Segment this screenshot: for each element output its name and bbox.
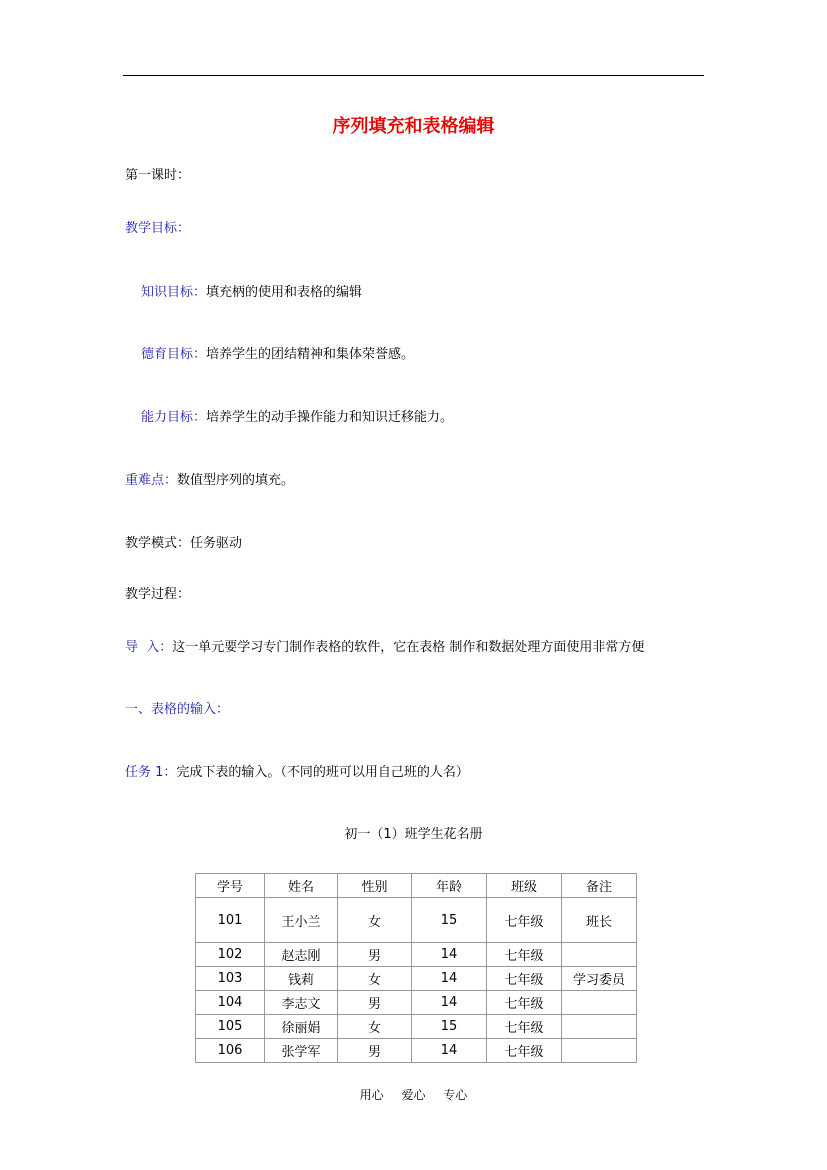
task-text: 完成下表的输入。（不同的班可以用自己班的人名） <box>176 765 469 780</box>
table-cell: 女 <box>338 1015 412 1039</box>
table-caption: 初一（1）班学生花名册 <box>344 827 483 842</box>
goal-label: 知识目标： <box>141 285 207 300</box>
table-cell: 15 <box>412 898 487 943</box>
table-cell: 七年级 <box>487 1015 562 1039</box>
teaching-mode: 教学模式：任务驱动 <box>125 536 243 551</box>
column-header: 学号 <box>196 874 265 898</box>
goal-moral <box>141 343 414 362</box>
goal-ability <box>141 406 453 425</box>
table-cell: 103 <box>196 967 265 991</box>
goal-text: 培养学生的团结精神和集体荣誉感。 <box>206 347 415 362</box>
task-label: 任务 1： <box>125 765 177 780</box>
column-header: 姓名 <box>265 874 338 898</box>
column-header: 年龄 <box>412 874 487 898</box>
table-row <box>196 1039 637 1063</box>
table-cell: 七年级 <box>487 943 562 967</box>
table-cell: 14 <box>412 943 487 967</box>
key-point-text: 数值型序列的填充。 <box>177 473 295 488</box>
table-cell: 赵志刚 <box>265 943 338 967</box>
table-cell: 张学军 <box>265 1039 338 1063</box>
table-cell: 106 <box>196 1039 265 1063</box>
teaching-process: 教学过程： <box>125 587 191 602</box>
goal-label: 能力目标： <box>141 410 207 425</box>
table-cell: 七年级 <box>487 898 562 943</box>
task-1 <box>125 761 469 780</box>
table-cell: 学习委员 <box>562 967 637 991</box>
table-cell: 14 <box>412 967 487 991</box>
column-header: 性别 <box>338 874 412 898</box>
intro-text: 这一单元要学习专门制作表格的软件，它在表格 制作和数据处理方面使用非常方便 <box>172 640 645 655</box>
goal-knowledge <box>141 281 362 300</box>
column-header: 备注 <box>562 874 637 898</box>
table-cell: 班长 <box>562 898 637 943</box>
table-cell: 14 <box>412 1039 487 1063</box>
table-cell <box>562 1015 637 1039</box>
table-cell: 徐丽娟 <box>265 1015 338 1039</box>
table-cell: 女 <box>338 898 412 943</box>
column-header: 班级 <box>487 874 562 898</box>
table-row <box>196 967 637 991</box>
page-title: 序列填充和表格编辑 <box>332 116 495 137</box>
table-cell: 七年级 <box>487 1039 562 1063</box>
goal-text: 培养学生的动手操作能力和知识迁移能力。 <box>206 410 454 425</box>
table-cell: 女 <box>338 967 412 991</box>
table-cell: 男 <box>338 943 412 967</box>
table-cell: 101 <box>196 898 265 943</box>
table-cell: 15 <box>412 1015 487 1039</box>
table-cell: 104 <box>196 991 265 1015</box>
table-cell: 男 <box>338 991 412 1015</box>
table-row <box>196 943 637 967</box>
table-row <box>196 898 637 943</box>
table-header-row <box>196 874 637 898</box>
table-cell: 七年级 <box>487 967 562 991</box>
header-rule <box>123 75 704 76</box>
goals-heading: 教学目标： <box>125 221 191 236</box>
table-cell <box>562 991 637 1015</box>
section-heading: 一、表格的输入： <box>125 702 230 717</box>
table-cell: 七年级 <box>487 991 562 1015</box>
page-footer: 用心 爱心 专心 <box>359 1088 468 1102</box>
key-point-label: 重难点： <box>125 473 178 488</box>
table-cell <box>562 943 637 967</box>
table-cell: 男 <box>338 1039 412 1063</box>
table-cell: 105 <box>196 1015 265 1039</box>
table-cell: 14 <box>412 991 487 1015</box>
key-point <box>125 469 294 488</box>
table-row <box>196 991 637 1015</box>
goal-text: 填充柄的使用和表格的编辑 <box>206 285 363 300</box>
table-cell: 王小兰 <box>265 898 338 943</box>
lesson-label: 第一课时： <box>125 168 191 183</box>
table-cell <box>562 1039 637 1063</box>
goal-label: 德育目标： <box>141 347 207 362</box>
table-cell: 钱莉 <box>265 967 338 991</box>
table-cell: 李志文 <box>265 991 338 1015</box>
intro-label: 导 入： <box>125 640 173 655</box>
student-roster-table <box>195 873 637 1063</box>
table-row <box>196 1015 637 1039</box>
table-cell: 102 <box>196 943 265 967</box>
intro <box>125 636 644 655</box>
